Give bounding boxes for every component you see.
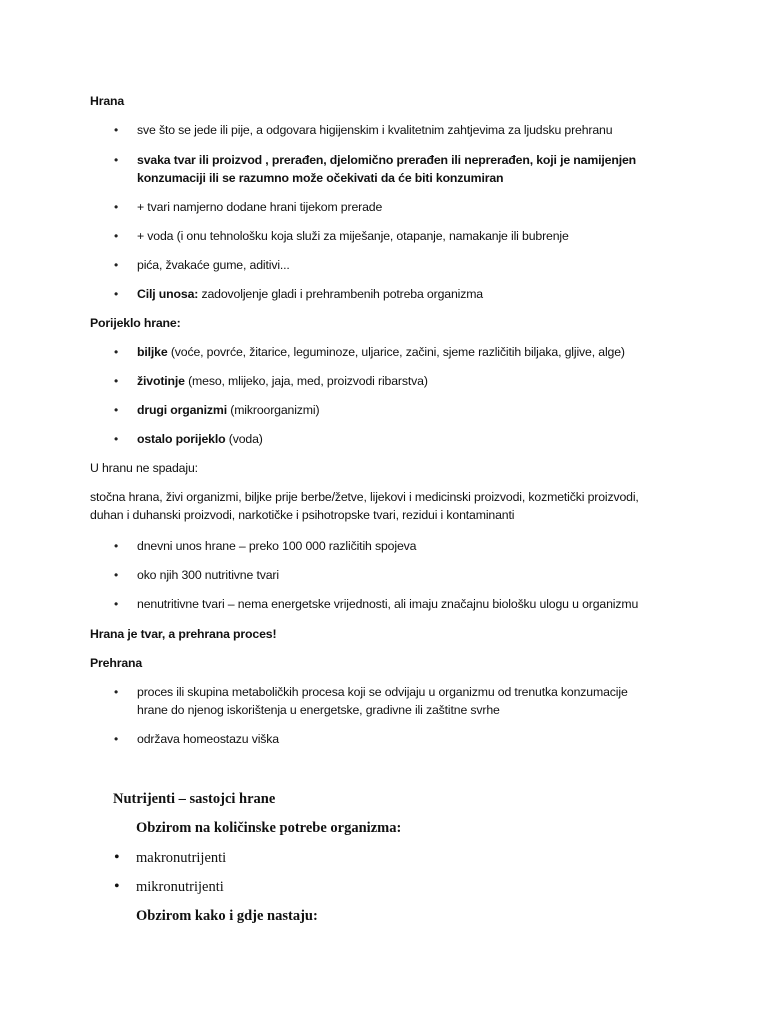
hrana-item-5: pića, žvakaće gume, aditivi...	[137, 258, 290, 272]
porijeklo-item-3-text: (mikroorganizmi)	[226, 403, 320, 417]
ne-spadaju-para-line-1: stočna hrana, živi organizmi, biljke prije berbe/žetve, lijekovi i medicinski proizvodi, kozmetički proizvodi,	[90, 490, 639, 504]
prehrana-item-1-line-2: hrane do njenog iskorištenja u energetske, gradivne ili zaštitne svrhe	[137, 703, 500, 717]
nutrijenti-subheading-2: Obzirom kako i gdje nastaju:	[136, 908, 318, 924]
bullet: •	[114, 539, 119, 553]
prehrana-item-2: održava homeostazu viška	[137, 732, 279, 746]
hrana-item-1: sve što se jede ili pije, a odgovara higijenskim i kvalitetnim zahtjevima za ljudsku prehranu	[137, 123, 613, 137]
nutrijenti-item-2: mikronutrijenti	[136, 879, 224, 895]
porijeklo-item-4	[137, 430, 263, 448]
statement: Hrana je tvar, a prehrana proces!	[90, 627, 277, 641]
porijeklo-item-4-text: (voda)	[225, 432, 263, 446]
porijeklo-item-2	[137, 372, 428, 390]
bullet: •	[114, 732, 119, 746]
bullet: •	[114, 229, 119, 243]
ne-spadaju-para-line-2: duhan i duhanski proizvodi, narkotičke i psihotropske tvari, rezidui i kontaminanti	[90, 508, 515, 522]
porijeklo-item-2-bold: životinje	[137, 374, 185, 388]
porijeklo-item-1-bold: biljke	[137, 345, 168, 359]
bullet: •	[114, 568, 119, 582]
heading-ne-spadaju: U hranu ne spadaju:	[90, 461, 198, 475]
bullet: •	[114, 153, 119, 167]
bullet: •	[114, 123, 119, 137]
hrana-item-2-line-2: konzumaciji ili se razumno može očekivati da će biti konzumiran	[137, 171, 504, 185]
bullet: •	[114, 878, 120, 895]
bullet: •	[114, 345, 119, 359]
bullet: •	[114, 432, 119, 446]
bullet: •	[114, 200, 119, 214]
heading-nutrijenti: Nutrijenti – sastojci hrane	[113, 791, 276, 807]
hrana-item-2-line-1: svaka tvar ili proizvod , prerađen, djelomično prerađen ili neprerađen, koji je namijenjen	[137, 153, 637, 167]
bullet: •	[114, 403, 119, 417]
ne-spadaju-item-2: oko njih 300 nutritivne tvari	[137, 568, 279, 582]
prehrana-item-1-line-1: proces ili skupina metaboličkih procesa koji se odvijaju u organizmu od trenutka konzumacije	[137, 685, 628, 699]
porijeklo-item-1	[137, 343, 625, 361]
hrana-item-4: + voda (i onu tehnološku koja služi za miješanje, otapanje, namakanje ili bubrenje	[137, 229, 569, 243]
porijeklo-item-3	[137, 401, 319, 419]
heading-prehrana: Prehrana	[90, 656, 143, 670]
nutrijenti-subheading-1: Obzirom na količinske potrebe organizma:	[136, 820, 402, 836]
porijeklo-item-2-text: (meso, mlijeko, jaja, med, proizvodi ribarstva)	[184, 374, 428, 388]
hrana-item-6-text: zadovoljenje gladi i prehrambenih potreba organizma	[198, 287, 483, 301]
heading-porijeklo: Porijeklo hrane:	[90, 316, 181, 330]
hrana-item-6-bold: Cilj unosa:	[137, 287, 199, 301]
hrana-item-3: + tvari namjerno dodane hrani tijekom prerade	[137, 200, 383, 214]
bullet: •	[114, 374, 119, 388]
ne-spadaju-item-1: dnevni unos hrane – preko 100 000 različitih spojeva	[137, 539, 417, 553]
porijeklo-item-1-text: (voće, povrće, žitarice, leguminoze, uljarice, začini, sjeme različitih biljaka, gljive, alge)	[167, 345, 625, 359]
bullet: •	[114, 685, 119, 699]
bullet: •	[114, 287, 119, 301]
bullet: •	[114, 849, 120, 866]
bullet: •	[114, 258, 119, 272]
porijeklo-item-4-bold: ostalo porijeklo	[137, 432, 226, 446]
porijeklo-item-3-bold: drugi organizmi	[137, 403, 227, 417]
heading-hrana: Hrana	[90, 94, 125, 108]
hrana-item-6	[137, 285, 483, 303]
nutrijenti-item-1: makronutrijenti	[136, 850, 227, 866]
ne-spadaju-item-3: nenutritivne tvari – nema energetske vrijednosti, ali imaju značajnu biološku ulogu u organizmu	[137, 597, 639, 611]
bullet: •	[114, 597, 119, 611]
